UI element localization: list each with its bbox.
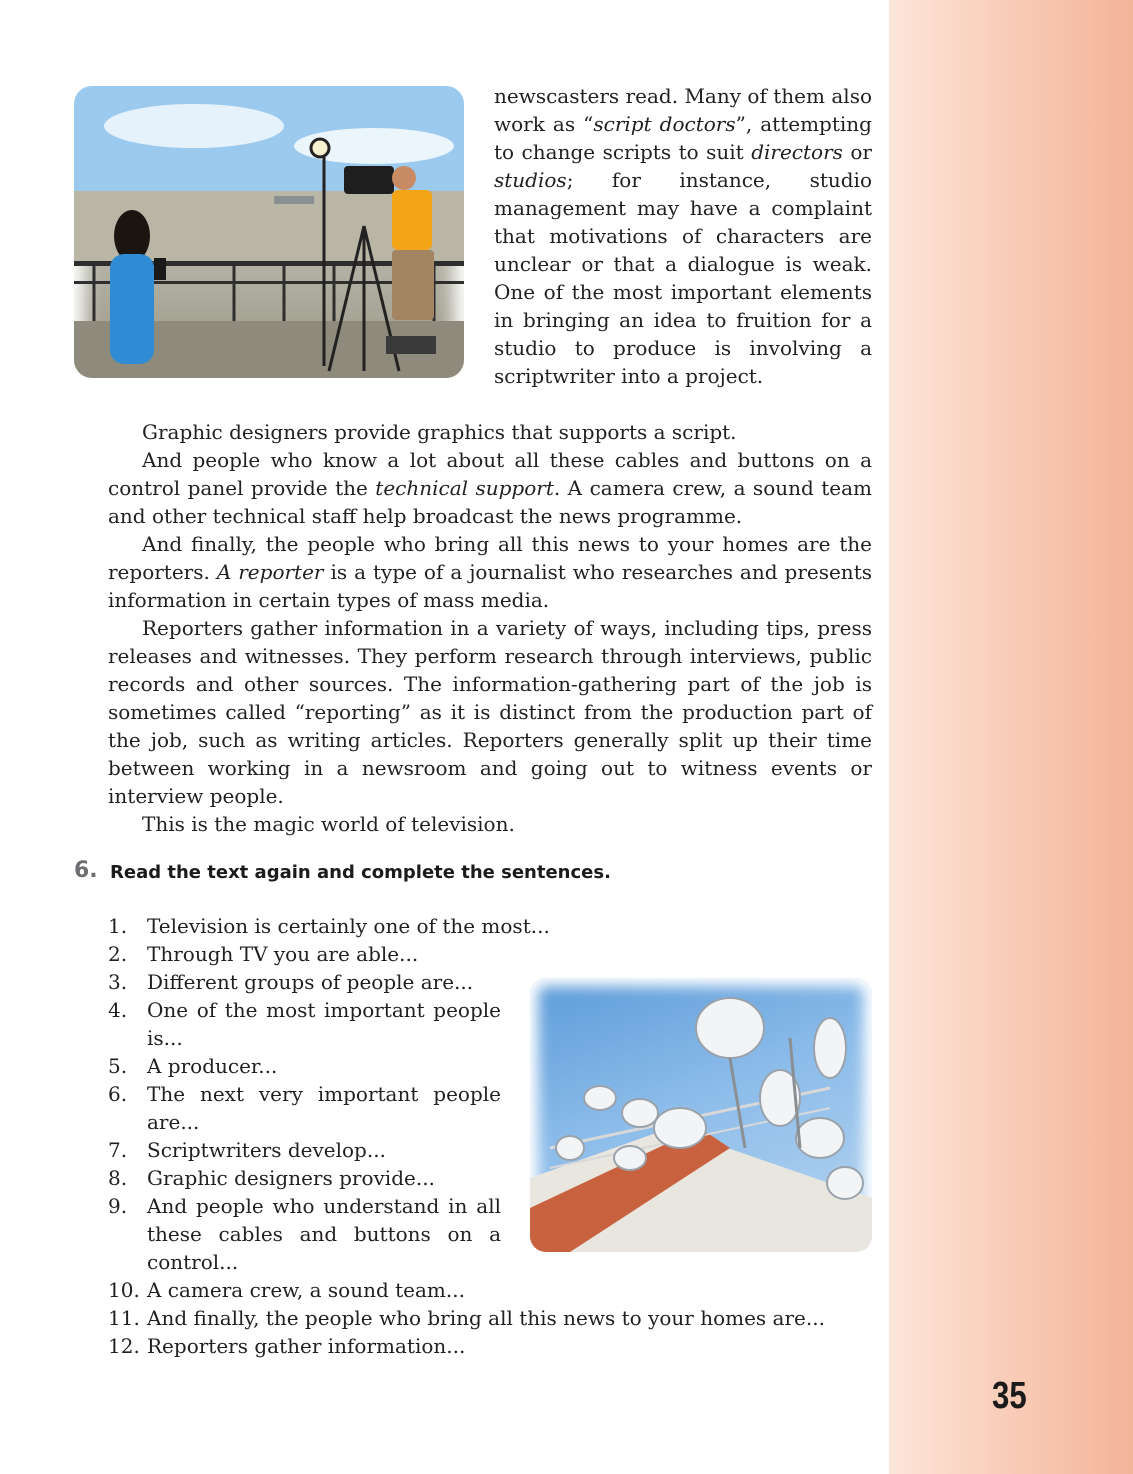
list-item bbox=[108, 996, 878, 1052]
exercise-number: 6. bbox=[74, 858, 98, 883]
item-text: The next very important people are... bbox=[147, 1082, 501, 1134]
list-item bbox=[108, 1304, 878, 1332]
item-text: A camera crew, a sound team... bbox=[147, 1278, 465, 1302]
term-studios: studios bbox=[494, 168, 567, 192]
text-run: or bbox=[842, 140, 872, 164]
list-item bbox=[108, 1276, 878, 1304]
item-number: 9. bbox=[108, 1194, 128, 1218]
list-item bbox=[108, 968, 878, 996]
term-technical-support: technical support bbox=[375, 476, 554, 500]
paragraph-reporters-gather: Reporters gather information in a variety of ways, including tips, press releases and witnesses. They perform research through interviews, public records and other sources. The information-gathering part of the job is sometimes called “reporting” as it is distinct from the production part of the job, such as writing articles. Reporters generally split up their time between working in a newsroom and going out to witness events or interview people. bbox=[108, 616, 872, 808]
item-text: Graphic designers provide... bbox=[147, 1166, 435, 1190]
reporter-photo bbox=[74, 86, 464, 378]
list-item bbox=[108, 1164, 878, 1192]
list-item bbox=[108, 1080, 878, 1136]
list-item bbox=[108, 912, 878, 940]
list-item bbox=[108, 1332, 878, 1360]
item-text: Different groups of people are... bbox=[147, 970, 474, 994]
item-number: 3. bbox=[108, 970, 128, 994]
text-run: . A camera crew, a sound team and other technical staff help broadcast the news programme. bbox=[108, 476, 873, 528]
term-a-reporter: A reporter bbox=[216, 560, 324, 584]
item-number: 12. bbox=[108, 1334, 140, 1358]
item-number: 4. bbox=[108, 998, 128, 1022]
list-item bbox=[108, 1192, 878, 1276]
item-text: And finally, the people who bring all this news to your homes are... bbox=[147, 1306, 825, 1330]
item-text: Television is certainly one of the most... bbox=[147, 914, 550, 938]
item-number: 6. bbox=[108, 1082, 128, 1106]
exercise-title: Read the text again and complete the sentences. bbox=[110, 862, 611, 883]
paragraph-magic-world: This is the magic world of television. bbox=[142, 812, 515, 836]
paragraph-reporters bbox=[108, 530, 872, 614]
text-run: And finally, the people who bring all this news to your homes are the reporters. bbox=[108, 532, 872, 584]
text-run: newscasters read. Many of them also work as “ bbox=[494, 84, 872, 136]
paragraph-script-doctors bbox=[494, 82, 872, 390]
term-script-doctors: script doctors bbox=[593, 112, 736, 136]
item-number: 1. bbox=[108, 914, 128, 938]
text-run: is a type of a journalist who researches and presents information in certain types of mass media. bbox=[108, 560, 872, 612]
text-run: And people who know a lot about all these cables and buttons on a control panel provide the bbox=[108, 448, 872, 500]
sentence-completion-list bbox=[108, 912, 878, 1360]
item-text: One of the most important people is... bbox=[147, 998, 501, 1050]
item-number: 11. bbox=[108, 1306, 140, 1330]
list-item bbox=[108, 1136, 878, 1164]
item-number: 10. bbox=[108, 1278, 140, 1302]
item-text: Scriptwriters develop... bbox=[147, 1138, 386, 1162]
text-run: ; for instance, studio management may have a complaint that motivations of characters are unclear or that a dialogue is weak. One of the most important elements in bringing an idea to fruition for a studio to produce is involving a scriptwriter into a project. bbox=[494, 168, 872, 388]
item-text: Reporters gather information... bbox=[147, 1334, 466, 1358]
item-number: 8. bbox=[108, 1166, 128, 1190]
reporter-scene-illustration bbox=[74, 86, 464, 378]
page-number: 35 bbox=[992, 1375, 1027, 1417]
item-number: 5. bbox=[108, 1054, 128, 1078]
item-text: Through TV you are able... bbox=[147, 942, 419, 966]
item-text: A producer... bbox=[147, 1054, 278, 1078]
item-number: 2. bbox=[108, 942, 128, 966]
item-text: And people who understand in all these cables and buttons on a control... bbox=[147, 1194, 501, 1274]
decorative-side-strip bbox=[889, 0, 1133, 1474]
text-run: ”, attempting to change scripts to suit bbox=[494, 112, 872, 164]
list-item bbox=[108, 1052, 878, 1080]
list-item bbox=[108, 940, 878, 968]
term-directors: directors bbox=[751, 140, 843, 164]
paragraph-graphic-designers: Graphic designers provide graphics that supports a script. bbox=[142, 420, 737, 444]
paragraph-technical-support bbox=[108, 446, 872, 530]
item-number: 7. bbox=[108, 1138, 128, 1162]
